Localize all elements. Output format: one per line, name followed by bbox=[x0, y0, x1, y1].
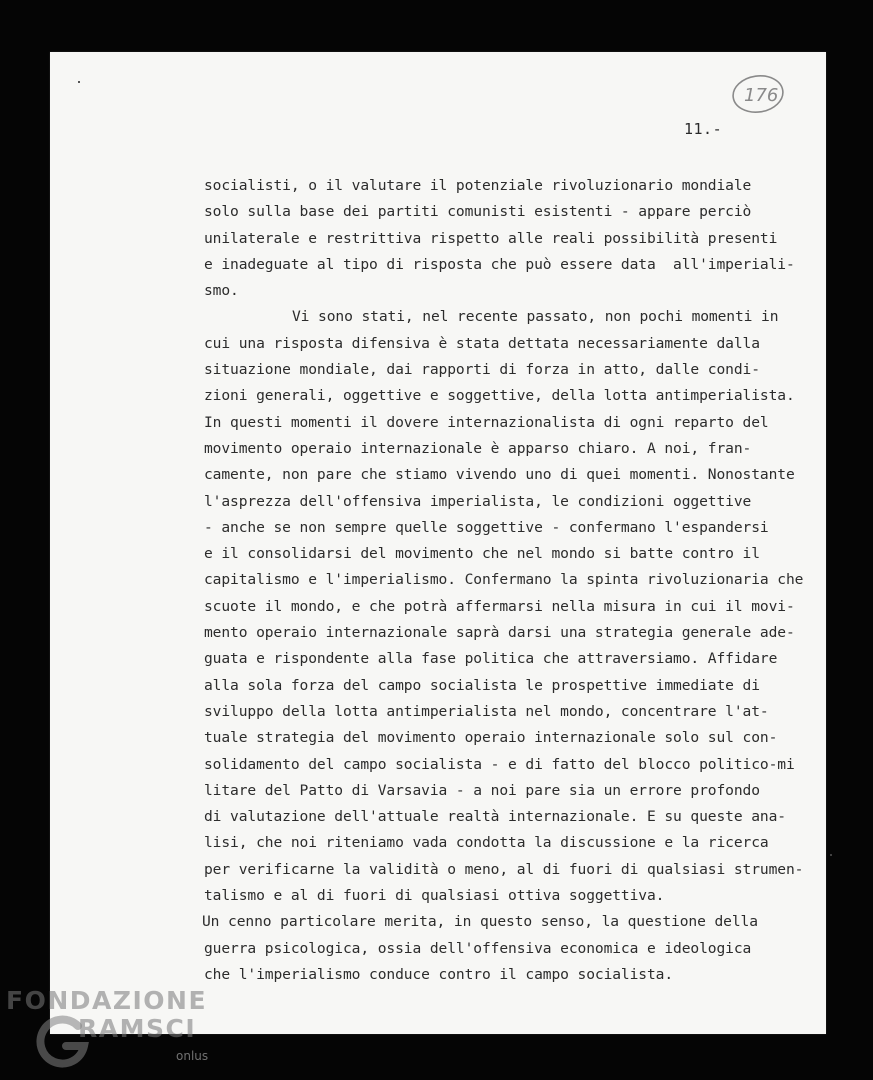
text-line: litare del Patto di Varsavia - a noi pare sia un errore profondo bbox=[204, 781, 760, 799]
text-line: socialisti, o il valutare il potenziale rivoluzionario mondiale bbox=[204, 177, 752, 194]
text-line: sviluppo della lotta antimperialista nel mondo, concentrare l'at- bbox=[204, 702, 769, 720]
text-line: In questi momenti il dovere internazionalista di ogni reparto del bbox=[204, 413, 769, 431]
text-line: che l'imperialismo conduce contro il campo socialista. bbox=[204, 965, 674, 983]
text-line: solo sulla base dei partiti comunisti esistenti - appare perciò bbox=[204, 203, 752, 221]
text-line: smo. bbox=[204, 282, 239, 300]
paper-speck bbox=[78, 81, 80, 83]
text-line: cui una risposta difensiva è stata dettata necessariamente dalla bbox=[204, 334, 760, 352]
text-line: unilaterale e restrittiva rispetto alle reali possibilità presenti bbox=[204, 229, 778, 247]
page-number: 11.- bbox=[684, 120, 723, 138]
text-line: tuale strategia del movimento operaio internazionale solo sul con- bbox=[204, 729, 778, 747]
text-line: guata e rispondente alla fase politica che attraversiamo. Affidare bbox=[204, 650, 778, 668]
text-line: e il consolidarsi del movimento che nel mondo si batte contro il bbox=[204, 545, 760, 563]
text-line: situazione mondiale, dai rapporti di forza in atto, dalle condi- bbox=[204, 361, 760, 379]
text-line: movimento operaio internazionale è apparso chiaro. A noi, fran- bbox=[204, 439, 752, 457]
text-line: mento operaio internazionale saprà darsi una strategia generale ade- bbox=[204, 624, 795, 642]
watermark-title: FONDAZIONE bbox=[6, 986, 208, 1015]
watermark-subtitle: RAMSCI bbox=[78, 1014, 197, 1043]
text-line: solidamento del campo socialista - e di fatto del blocco politico-mi bbox=[204, 755, 795, 773]
text-line: alla sola forza del campo socialista le prospettive immediate di bbox=[204, 676, 760, 694]
text-line: guerra psicologica, ossia dell'offensiva economica e ideologica bbox=[204, 939, 752, 957]
text-line: - anche se non sempre quelle soggettive - confermano l'espandersi bbox=[204, 518, 769, 536]
text-line: per verificarne la validità o meno, al di fuori di qualsiasi strumen- bbox=[204, 860, 804, 878]
text-line: capitalismo e l'imperialismo. Confermano la spinta rivoluzionaria che bbox=[204, 571, 804, 589]
paragraph-start-line: Vi sono stati, nel recente passato, non pochi momenti in bbox=[292, 308, 779, 326]
text-line: scuote il mondo, e che potrà affermarsi nella misura in cui il movi- bbox=[204, 597, 795, 615]
document-page bbox=[50, 52, 826, 1034]
text-line: zioni generali, oggettive e soggettive, della lotta antimperialista. bbox=[204, 387, 795, 405]
text-line: camente, non pare che stiamo vivendo uno di quei momenti. Nonostante bbox=[204, 466, 795, 484]
stamp-circle-icon bbox=[730, 72, 790, 116]
svg-text:176: 176 bbox=[744, 85, 779, 106]
text-line: Un cenno particolare merita, in questo senso, la questione della bbox=[202, 913, 758, 931]
archive-stamp bbox=[730, 72, 790, 116]
typewritten-body bbox=[204, 173, 834, 988]
text-line: di valutazione dell'attuale realtà internazionale. E su queste ana- bbox=[204, 808, 786, 826]
text-line: talismo e al di fuori di qualsiasi ottiva soggettiva. bbox=[204, 887, 665, 905]
text-line: e inadeguate al tipo di risposta che può essere data all'imperiali- bbox=[204, 255, 795, 273]
watermark-onlus: onlus bbox=[176, 1049, 209, 1063]
fondazione-gramsci-watermark bbox=[0, 986, 240, 1080]
text-line: lisi, che noi riteniamo vada condotta la discussione e la ricerca bbox=[204, 834, 769, 852]
text-line: l'asprezza dell'offensiva imperialista, le condizioni oggettive bbox=[204, 492, 752, 510]
